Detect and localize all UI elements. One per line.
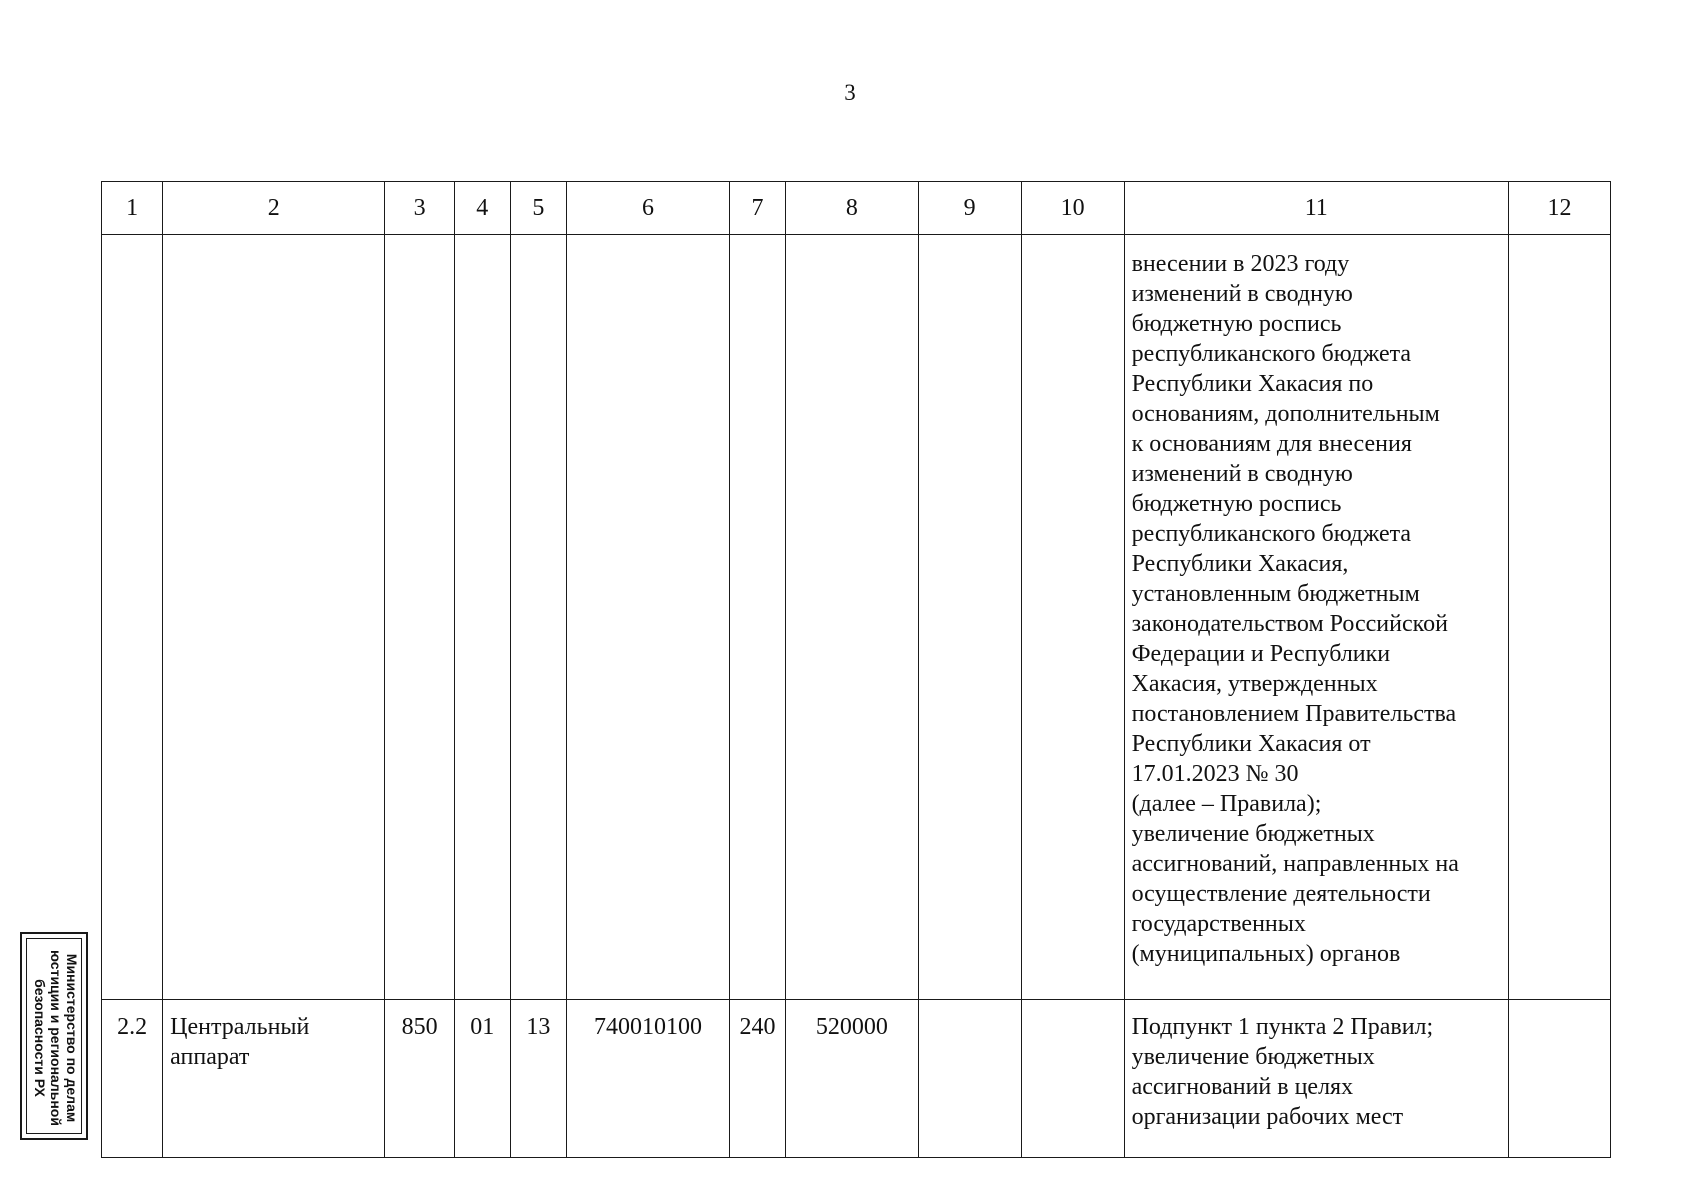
budget-table bbox=[101, 181, 1611, 1158]
table-cell bbox=[510, 235, 566, 1000]
column-header: 4 bbox=[454, 182, 510, 235]
table-cell: 01 bbox=[454, 1000, 510, 1158]
table-cell bbox=[566, 235, 729, 1000]
table-cell bbox=[1021, 1000, 1124, 1158]
column-header: 3 bbox=[385, 182, 454, 235]
table-cell bbox=[918, 1000, 1021, 1158]
column-header: 1 bbox=[102, 182, 163, 235]
justification-cell: внесении в 2023 году изменений в сводную бюджетную роспись республиканского бюджета Республики Хакасия по основаниям, дополнительным к основаниям для внесения изменений в сводную бюджетную роспись республиканского бюджета Республики Хакасия, установленным бюджетным законодательством Российской Федерации и Республики Хакасия, утвержденных постановлением Правительства Республики Хакасия от 17.01.2023 № 30 (далее – Правила); увеличение бюджетных ассигнований, направленных на осуществление деятельности государственных (муниципальных) органов bbox=[1124, 235, 1508, 1000]
item-number-cell: 2.2 bbox=[102, 1000, 163, 1158]
table-cell bbox=[385, 235, 454, 1000]
amount-cell: 520000 bbox=[786, 1000, 919, 1158]
column-header: 9 bbox=[918, 182, 1021, 235]
table-cell: 850 bbox=[385, 1000, 454, 1158]
column-header: 12 bbox=[1508, 182, 1610, 235]
table-cell bbox=[454, 235, 510, 1000]
table-cell bbox=[786, 235, 919, 1000]
table-cell: 740010100 bbox=[566, 1000, 729, 1158]
table-cell: 13 bbox=[510, 1000, 566, 1158]
table-cell bbox=[730, 235, 786, 1000]
column-header: 2 bbox=[163, 182, 385, 235]
table-cell bbox=[1021, 235, 1124, 1000]
table-row-2-2 bbox=[102, 1000, 1611, 1158]
column-header: 8 bbox=[786, 182, 919, 235]
table-row-continuation bbox=[102, 235, 1611, 1000]
page-number: 3 bbox=[844, 80, 856, 105]
column-header: 10 bbox=[1021, 182, 1124, 235]
column-header: 11 bbox=[1124, 182, 1508, 235]
ministry-stamp bbox=[20, 932, 88, 1140]
table-cell bbox=[918, 235, 1021, 1000]
column-header: 6 bbox=[566, 182, 729, 235]
table-cell: 240 bbox=[730, 1000, 786, 1158]
column-header: 7 bbox=[730, 182, 786, 235]
item-name-cell: Центральный аппарат bbox=[163, 1000, 385, 1158]
column-number-row bbox=[102, 182, 1611, 235]
table-cell bbox=[1508, 235, 1610, 1000]
stamp-text: Министерство по делам юстиции и региональной безопасности РХ bbox=[32, 950, 80, 1126]
justification-cell: Подпункт 1 пункта 2 Правил; увеличение бюджетных ассигнований в целях организации рабочих мест bbox=[1124, 1000, 1508, 1158]
table-cell bbox=[102, 235, 163, 1000]
table-cell bbox=[1508, 1000, 1610, 1158]
table-cell bbox=[163, 235, 385, 1000]
column-header: 5 bbox=[510, 182, 566, 235]
